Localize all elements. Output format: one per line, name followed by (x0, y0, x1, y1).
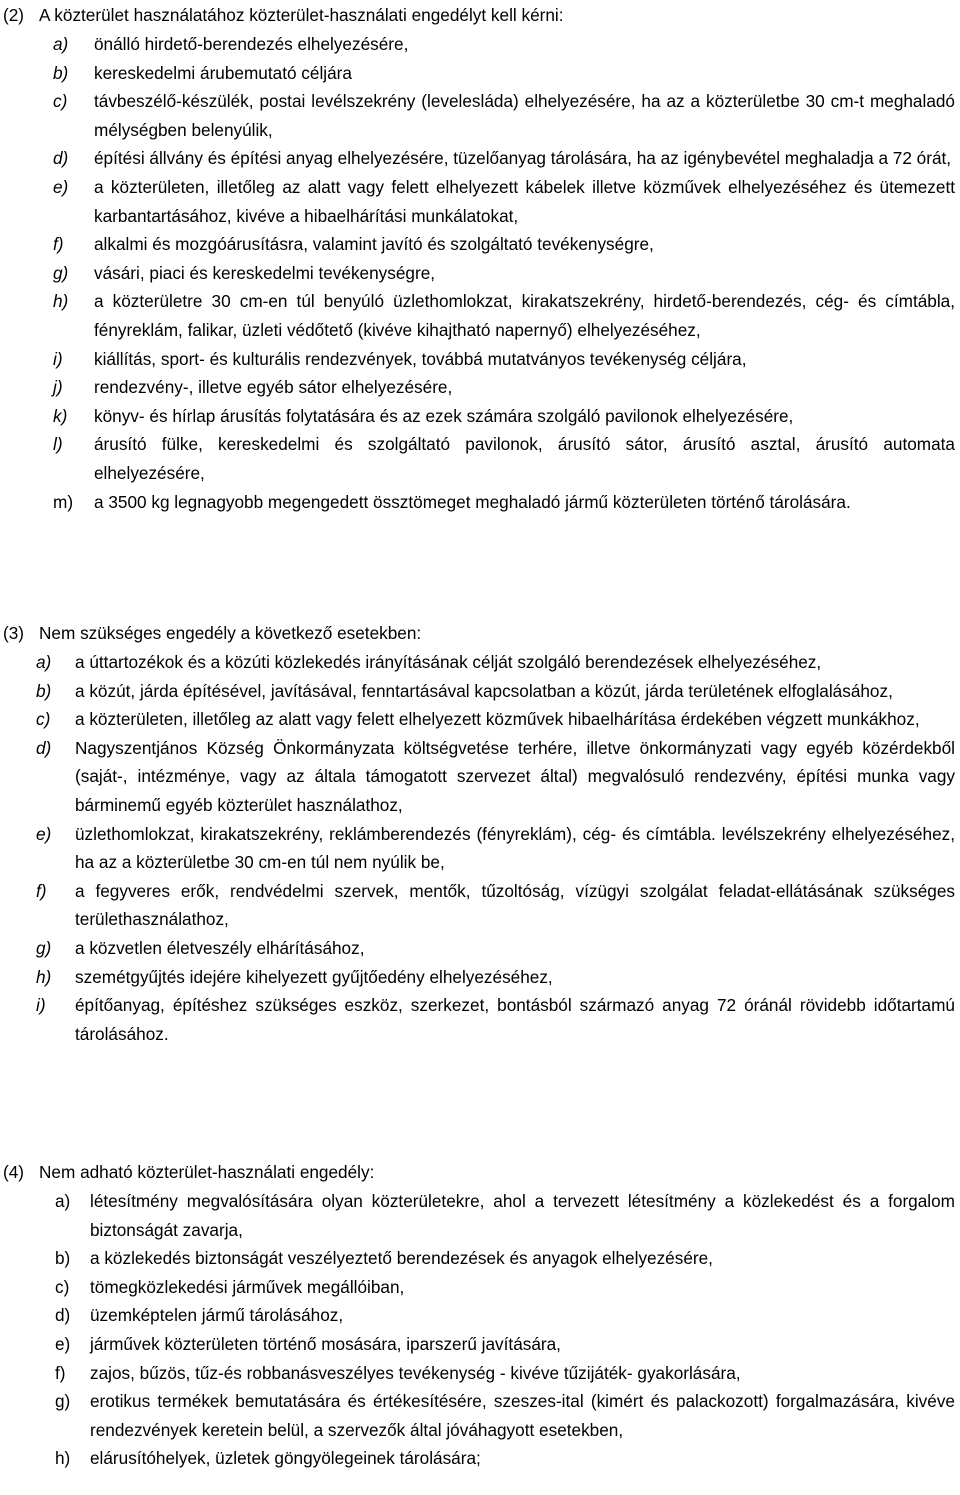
item-label: h) (53, 291, 69, 312)
item-label: c) (36, 709, 51, 730)
list-item (0, 173, 955, 230)
item-label: d) (55, 1305, 71, 1326)
item-text: a közterületen, illetőleg az alatt vagy felett elhelyezett közművek hibaelhárítása érdekében végzett munkákhoz, (75, 709, 920, 730)
list-item (0, 963, 955, 992)
list-item (0, 991, 955, 1048)
list-item (0, 820, 955, 877)
list-item (0, 877, 955, 934)
list-item (0, 430, 955, 487)
section-heading-text: Nem szükséges engedély a következő esetekben: (39, 623, 422, 643)
item-text: a úttartozékok és a közúti közlekedés irányításának célját szolgáló berendezések elhelyezéséhez, (75, 652, 822, 672)
item-label: a) (36, 652, 52, 672)
item-label: m) (53, 491, 74, 512)
item-text: elárusítóhelyek, üzletek göngyölegeinek tárolására; (90, 1448, 481, 1469)
list-item (0, 1444, 955, 1473)
list-item (0, 1244, 955, 1273)
item-text: árusító fülke, kereskedelmi és szolgáltató pavilonok, árusító sátor, árusító asztal, árusító automata elhelyezésére, (94, 434, 955, 483)
item-text: kiállítás, sport- és kulturális rendezvények, továbbá mutatványos tevékenység céljára, (94, 348, 747, 369)
list-item (0, 87, 955, 144)
item-label: b) (36, 680, 52, 701)
section-heading (0, 1, 955, 30)
item-text: erotikus termékek bemutatására és értékesítésére, szeszes-ital (kimért és palackozott) forgalmazására, kivéve rendezvények keretein belül, a szervezők által jóváhagyott esetekben, (90, 1391, 955, 1440)
list-item (0, 287, 955, 344)
list-item (0, 488, 955, 517)
list-item (0, 705, 955, 734)
list-item (0, 677, 955, 706)
item-text: a közlekedés biztonságát veszélyeztető berendezések és anyagok elhelyezésére, (90, 1248, 713, 1269)
list-item (0, 1387, 955, 1444)
item-label: g) (55, 1391, 71, 1412)
item-text: rendezvény-, illetve egyéb sátor elhelyezésére, (94, 377, 453, 398)
item-label: d) (36, 737, 52, 758)
item-text: önálló hirdető-berendezés elhelyezésére, (94, 34, 409, 54)
item-label: d) (53, 148, 69, 169)
item-label: i) (36, 995, 46, 1016)
list-item (0, 1187, 955, 1244)
item-text: szemétgyűjtés idejére kihelyezett gyűjtőedény elhelyezéséhez, (75, 966, 553, 987)
item-label: a) (53, 34, 69, 54)
item-text: könyv- és hírlap árusítás folytatására és az ezek számára szolgáló pavilonok elhelyezésére, (94, 405, 794, 426)
item-text: a 3500 kg legnagyobb megengedett össztömeget meghaladó jármű közterületen történő tárolására. (94, 491, 851, 512)
section-heading-text: Nem adható közterület-használati engedély: (39, 1162, 375, 1182)
item-label: i) (53, 348, 63, 369)
item-label: b) (55, 1248, 71, 1269)
list-item (0, 345, 955, 374)
item-label: h) (36, 966, 52, 987)
section-heading (0, 619, 955, 648)
list-item (0, 144, 955, 173)
item-text: a közvetlen életveszély elhárításához, (75, 937, 365, 958)
item-text: létesítmény megvalósítására olyan közterületekre, ahol a tervezett létesítmény a közlekedést és a forgalom biztonságát zavarja, (90, 1191, 955, 1240)
item-label: l) (53, 434, 63, 455)
item-label: e) (36, 823, 52, 844)
item-text: kereskedelmi árubemutató céljára (94, 62, 352, 83)
item-text: a közterületen, illetőleg az alatt vagy felett elhelyezett kábelek illetve közművek elhelyezéséhez és ütemezett karbantartásához, kivéve a hibaelhárítási munkálatokat, (94, 176, 955, 226)
section-3 (0, 619, 955, 1048)
list-item (0, 1359, 955, 1388)
item-text: építőanyag, építéshez szükséges eszköz, szerkezet, bontásból származó anyag 72 óránál rövidebb időtartamú tárolásához. (75, 995, 955, 1044)
item-text: járművek közterületen történő mosására, iparszerű javítására, (90, 1333, 561, 1354)
item-label: k) (53, 405, 68, 426)
item-label: c) (53, 91, 68, 112)
item-text: üzlethomlokzat, kirakatszekrény, reklámberendezés (fényreklám), cég- és címtábla. levélszekrény elhelyezéséhez, ha az a közterületbe 30 cm-en túl nem nyúlik be, (75, 823, 955, 873)
item-label: h) (55, 1448, 71, 1469)
item-label: g) (53, 262, 69, 283)
item-label: f) (55, 1362, 66, 1383)
list-item (0, 373, 955, 402)
item-label: f) (36, 880, 47, 901)
section-number: (3) (3, 623, 25, 643)
item-text: alkalmi és mozgóárusításra, valamint javító és szolgáltató tevékenységre, (94, 234, 654, 255)
list-item (0, 648, 955, 677)
item-text: zajos, bűzös, tűz-és robbanásveszélyes tevékenység - kivéve tűzijáték- gyakorlására, (90, 1362, 741, 1383)
item-label: c) (55, 1276, 70, 1297)
section-4 (0, 1158, 955, 1473)
list-item (0, 734, 955, 820)
section-heading-text: A közterület használatához közterület-használati engedélyt kell kérni: (39, 5, 564, 25)
item-text: a fegyveres erők, rendvédelmi szervek, mentők, tűzoltóság, vízügyi szolgálat feladat-ellátásának szükséges területhasználathoz, (75, 880, 955, 930)
section-heading (0, 1158, 955, 1187)
item-text: építési állvány és építési anyag elhelyezésére, tüzelőanyag tárolására, ha az igénybevétel meghaladja a 72 órát, (94, 148, 952, 169)
item-text: Nagyszentjános Község Önkormányzata költségvetése terhére, illetve önkormányzati vagy egyéb közérdekből (saját-, intézménye, vagy az általa támogatott szervezet által) megvalósuló rendezvény, építési munka vagy bárminemű egyéb közterület használathoz, (75, 737, 955, 815)
item-text: vásári, piaci és kereskedelmi tevékenységre, (94, 262, 436, 283)
item-label: g) (36, 937, 52, 958)
list-item (0, 230, 955, 259)
item-text: távbeszélő-készülék, postai levélszekrény (levelesláda) elhelyezésére, ha az a közterületbe 30 cm-t meghaladó mélységben belenyúlik, (94, 91, 955, 140)
item-label: b) (53, 62, 69, 83)
section-number: (4) (3, 1162, 25, 1182)
list-item (0, 1273, 955, 1302)
list-item (0, 402, 955, 431)
item-label: e) (53, 176, 69, 197)
section-2 (0, 1, 955, 516)
item-text: a közút, járda építésével, javításával, fenntartásával kapcsolatban a közút, járda területének elfoglalásához, (75, 680, 893, 701)
item-label: f) (53, 234, 64, 255)
item-label: j) (53, 377, 63, 398)
list-item (0, 1330, 955, 1359)
item-text: tömegközlekedési járművek megállóiban, (90, 1276, 405, 1297)
item-label: a) (55, 1191, 71, 1211)
list-item (0, 259, 955, 288)
item-label: e) (55, 1333, 71, 1354)
section-number: (2) (3, 5, 25, 25)
list-item (0, 59, 955, 88)
list-item (0, 1301, 955, 1330)
list-item (0, 30, 955, 59)
list-item (0, 934, 955, 963)
item-text: a közterületre 30 cm-en túl benyúló üzlethomlokzat, kirakatszekrény, hirdető-berendezés, cég- és címtábla, fényreklám, falikar, üzleti védőtető (kivéve kihajtható napernyő) elhelyezéséhez, (94, 291, 955, 340)
item-text: üzemképtelen jármű tárolásához, (90, 1305, 344, 1326)
